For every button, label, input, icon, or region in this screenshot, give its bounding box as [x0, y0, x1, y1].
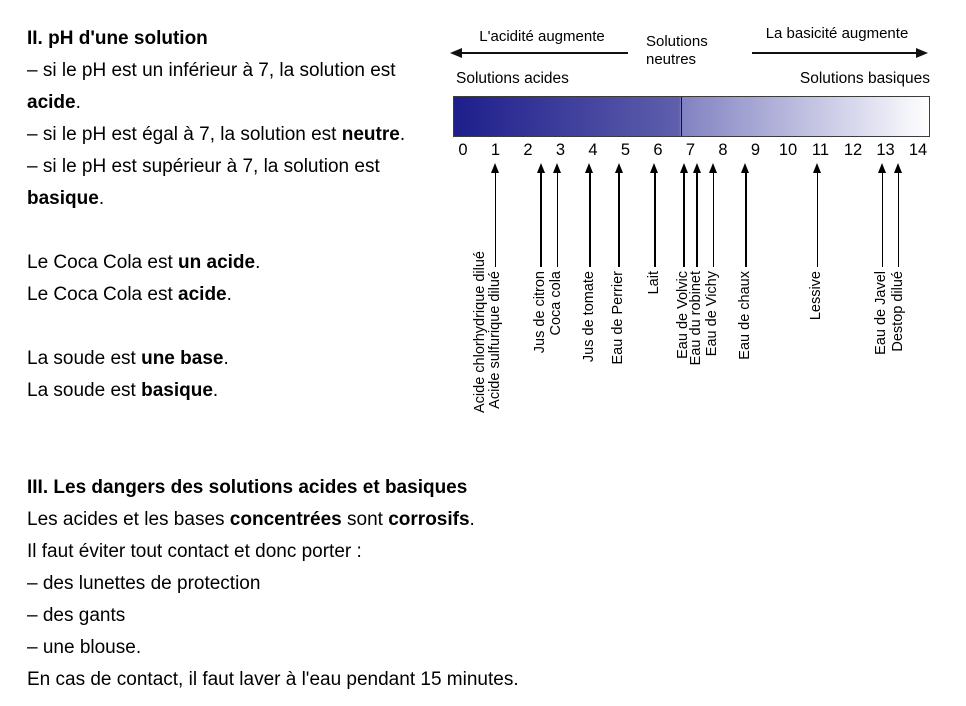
section-ph-solution: [27, 23, 405, 407]
ph-tick: 6: [653, 141, 663, 159]
text-line: – une blouse.: [27, 637, 142, 658]
ph-tick: 5: [620, 141, 631, 159]
text-line: – des lunettes de protection: [27, 573, 261, 594]
substance-arrow-line: [618, 172, 620, 267]
substance-label: Destop dilué: [889, 271, 906, 352]
basicity-direction-label: La basicité augmente: [765, 25, 909, 42]
ph-tick: 4: [588, 141, 598, 159]
text-line: La soude est basique.: [27, 380, 219, 401]
ph-tick: 8: [718, 141, 728, 159]
substance-arrowhead-icon: [615, 163, 623, 173]
acidity-direction-label: L'acidité augmente: [479, 28, 605, 45]
text-line: La soude est une base.: [27, 348, 229, 369]
substance-arrow-line: [683, 172, 685, 267]
substance-arrow-line: [654, 172, 656, 267]
text-line: – si le pH est supérieur à 7, la solution est: [27, 156, 380, 177]
substance-arrow-line: [495, 172, 497, 267]
right-arrowhead-icon: [916, 48, 928, 58]
text-line: III. Les dangers des solutions acides et basiques: [27, 477, 468, 498]
substance-arrowhead-icon: [553, 163, 561, 173]
text-line: basique.: [27, 188, 105, 209]
text-line: Le Coca Cola est acide.: [27, 284, 232, 305]
substance-label: Jus de tomate: [580, 271, 597, 363]
substance-label: Acide chlorhydrique dilué: [471, 251, 488, 414]
text-line: acide.: [27, 92, 81, 113]
neutral-solutions-label: Solutions neutres: [646, 33, 708, 68]
text-line: [27, 311, 405, 343]
basic-zone-label: Solutions basiques: [799, 70, 930, 87]
substance-label: Eau de Vichy: [704, 271, 721, 357]
ph-tick: 14: [908, 141, 928, 159]
substance-arrow-line: [817, 172, 819, 267]
substance-label: Jus de citron: [532, 271, 548, 354]
section-dangers: [27, 472, 519, 696]
substance-arrow-line: [557, 172, 559, 267]
ph-tick: 7: [685, 141, 696, 159]
substance-arrowhead-icon: [585, 163, 593, 173]
ph-tick: 9: [750, 141, 761, 159]
text-line: En cas de contact, il faut laver à l'eau pendant 15 minutes.: [27, 669, 519, 690]
ph-tick: 2: [523, 141, 533, 159]
ph-tick: 11: [811, 141, 830, 159]
substance-arrowhead-icon: [491, 163, 499, 173]
ph-tick: 12: [843, 141, 863, 159]
ph-tick: 13: [876, 141, 895, 159]
ph-tick: 3: [555, 141, 566, 159]
substance-label: Lessive: [808, 271, 825, 321]
substance-label: Eau du robinet: [688, 271, 704, 366]
text-line: [27, 215, 405, 247]
substance-label: Lait: [645, 271, 662, 295]
text-line: – si le pH est égal à 7, la solution est neutre.: [27, 124, 406, 145]
substance-arrowhead-icon: [741, 163, 749, 173]
substance-arrow-line: [898, 172, 900, 267]
text-line: Les acides et les bases concentrées sont corrosifs.: [27, 509, 475, 530]
substance-label: Acide sulfurique dilué: [486, 271, 503, 409]
left-arrowhead-icon: [450, 48, 462, 58]
neutral-divider-line: [681, 97, 683, 136]
substance-arrowhead-icon: [537, 163, 545, 173]
ph-gradient-bar: [453, 96, 930, 137]
substance-arrowhead-icon: [813, 163, 821, 173]
substance-arrow-line: [589, 172, 591, 267]
substance-arrowhead-icon: [894, 163, 902, 173]
substance-arrowhead-icon: [680, 163, 688, 173]
ph-tick: 10: [778, 141, 798, 159]
text-line: – des gants: [27, 605, 126, 626]
substance-label: Coca cola: [548, 271, 565, 336]
substance-arrow-line: [745, 172, 747, 267]
text-line: II. pH d'une solution: [27, 28, 208, 49]
ph-tick: 0: [458, 141, 468, 159]
substance-arrow-line: [882, 172, 884, 267]
substance-arrowhead-icon: [709, 163, 717, 173]
substance-arrowhead-icon: [650, 163, 658, 173]
substance-arrow-line: [713, 172, 715, 267]
substance-label: Eau de chaux: [736, 271, 753, 360]
ph-tick: 1: [490, 141, 501, 159]
substance-label: Eau de Volvic: [675, 271, 691, 359]
acidity-arrow-line: [459, 52, 628, 54]
substance-arrowhead-icon: [693, 163, 701, 173]
text-line: Le Coca Cola est un acide.: [27, 252, 261, 273]
basicity-arrow-line: [752, 52, 920, 54]
substance-arrowhead-icon: [878, 163, 886, 173]
substance-label: Eau de Javel: [873, 271, 890, 355]
text-line: – si le pH est un inférieur à 7, la solution est: [27, 60, 396, 81]
substance-arrow-line: [540, 172, 542, 267]
substance-label: Eau de Perrier: [610, 271, 626, 365]
substance-arrow-line: [696, 172, 698, 267]
acid-zone-label: Solutions acides: [456, 70, 569, 87]
text-line: Il faut éviter tout contact et donc porter :: [27, 541, 362, 562]
